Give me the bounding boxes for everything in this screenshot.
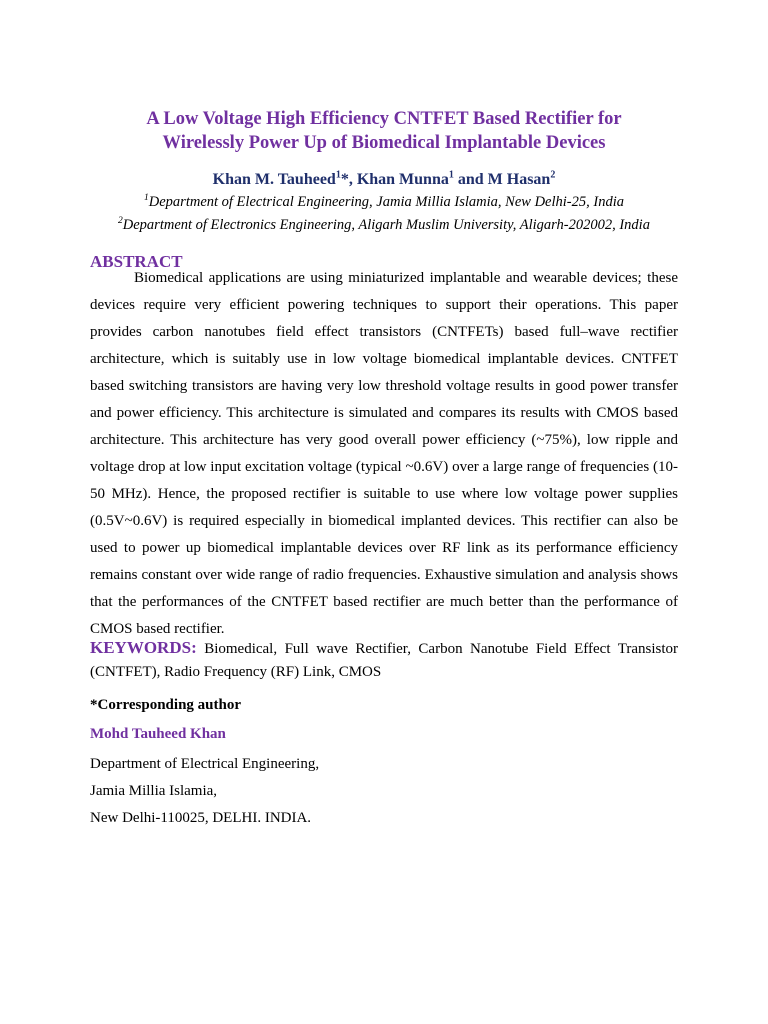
abstract-heading: ABSTRACT [90, 252, 183, 271]
author-name: M Hasan [487, 171, 551, 188]
corresponding-author-address [90, 751, 590, 832]
affiliation-text: Department of Electrical Engineering, Jamia Millia Islamia, New Delhi-25, India [148, 194, 624, 210]
paper-title [60, 107, 708, 155]
affiliation-mark: 2 [118, 216, 123, 227]
corresponding-author-name: Mohd Tauheed Khan [90, 726, 226, 742]
author-name: Khan Munna [356, 171, 449, 188]
author-affiliation-mark: 1 [448, 169, 454, 181]
address-line: New Delhi-110025, DELHI. INDIA. [90, 810, 312, 826]
address-line: Jamia Millia Islamia, [90, 783, 218, 799]
author-name: Khan M. Tauheed [212, 171, 336, 188]
affiliation-1 [60, 193, 708, 211]
affiliation-mark: 1 [144, 193, 149, 204]
address-line: Department of Electrical Engineering, [90, 756, 320, 772]
corresponding-mark: * [340, 171, 349, 188]
author-separator: , [348, 171, 357, 188]
affiliation-2 [60, 216, 708, 234]
paper-title-line-1: A Low Voltage High Efficiency CNTFET Based Rectifier for [146, 109, 622, 129]
author-list [60, 170, 708, 190]
corresponding-author-label: *Corresponding author [90, 697, 241, 713]
author-affiliation-mark: 2 [550, 169, 556, 181]
keywords-section [90, 636, 678, 684]
keywords-heading: KEYWORDS: [90, 638, 197, 657]
author-affiliation-mark: 1 [335, 169, 341, 181]
author-separator: and [453, 171, 488, 188]
keywords-text: Biomedical, Full wave Rectifier, Carbon Nanotube Field Effect Transistor (CNTFET), Radio Frequency (RF) Link, CMOS [90, 641, 678, 680]
paper-title-line-2: Wirelessly Power Up of Biomedical Implantable Devices [162, 133, 606, 153]
abstract-body: Biomedical applications are using miniaturized implantable and wearable devices; these devices require very efficient powering techniques to support their operations. This paper provides carbon nanotubes field effect transistors (CNTFETs) based full–wave rectifier architecture, which is suitably use in low voltage biomedical implantable devices. CNTFET based switching transistors are having very low threshold voltage results in good power transfer and power efficiency. This architecture is simulated and compares its results with CMOS based architecture. This architecture has very good overall power efficiency (~75%), low ripple and voltage drop at low input excitation voltage (typical ~0.6V) over a large range of frequencies (10-50 MHz). Hence, the proposed rectifier is suitable to use where low voltage power supplies (0.5V~0.6V) is required especially in biomedical implanted devices. This rectifier can also be used to power up biomedical implantable devices over RF link as its performance efficiency remains constant over wide range of radio frequencies. Exhaustive simulation and analysis shows that the performances of the CNTFET based rectifier are much better than the performance of CMOS based rectifier. [90, 270, 678, 637]
affiliation-text: Department of Electronics Engineering, Aligarh Muslim University, Aligarh-202002, India [122, 217, 650, 233]
